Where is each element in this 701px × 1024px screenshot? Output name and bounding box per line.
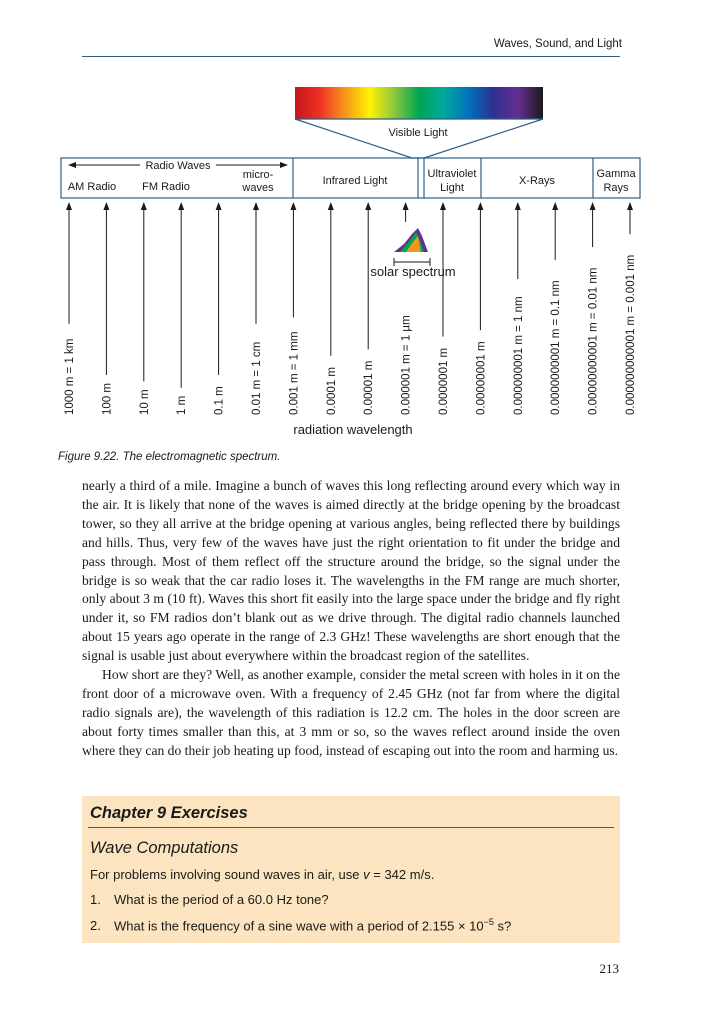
wavelength-arrow-head <box>515 202 521 210</box>
paragraph-2: How short are they? Well, as another example, consider the metal screen with holes in it on the front door of a microwave oven. With a frequency of 2.45 GHz (not far from where the digital radio signals are), the wavelength of this radiation is 12.2 cm. The holes in the door screen are about forty times smaller than this, at 3 mm or so, so the waves reflect around inside the oven where they can do their job heating up food, instead of escaping out into the room and harming us. <box>82 667 620 758</box>
ultraviolet-label-2: Light <box>440 182 464 194</box>
wavelength-label: 0.0000001 m <box>438 347 450 415</box>
wavelength-label: 0.0001 m <box>325 367 338 415</box>
exercise-text-after: s? <box>493 918 512 934</box>
wavelength-label: 1000 m = 1 km <box>64 338 76 415</box>
em-spectrum-figure <box>0 80 701 450</box>
figure-caption: Figure 9.22. The electromagnetic spectrum. <box>58 451 281 463</box>
wavelength-arrow-head <box>178 202 184 210</box>
intro-variable: v <box>363 867 370 882</box>
wavelength-arrow-head <box>103 202 109 210</box>
wavelength-arrow-head <box>590 202 596 210</box>
exercise-text: What is the period of a 60.0 Hz tone? <box>114 892 329 907</box>
infrared-label: Infrared Light <box>322 175 388 187</box>
wavelength-label: 0.01 m = 1 cm <box>251 341 263 415</box>
paragraph-1: nearly a third of a mile. Imagine a bunch of waves this long reflecting around every which way in the air. It is likely that none of the waves is aimed directly at the bridge opening by the broadcast tower, so they all arrive at the bridge opening at various angles, being reflected there by buildings and hills. Thus, very few of the waves have just the right orientation to fit under the bridge and pass through. Most of them reflect off the structure around the bridge, so the signal under the bridge is so weak that the car radio loses it. The wavelengths in the FM range are much shorter, only about 3 m (10 ft). Waves this short fit easily into the large space under the bridge and fly right under it, so FM radios don’t blank out as we drive through. The digital radio channels launched about 15 years ago operate in the range of 2.3 GHz! These wavelengths are short enough that the signal is usable just about everywhere within the broadcast region of the satellites. <box>82 478 620 664</box>
visible-light-label: Visible Light <box>388 127 448 139</box>
xrays-label: X-Rays <box>518 175 556 187</box>
page-number: 213 <box>599 961 619 976</box>
wavelength-label: 10 m <box>138 389 151 415</box>
wavelength-label: 0.1 m <box>213 386 226 415</box>
axis-label: radiation wavelength <box>293 422 413 437</box>
ultraviolet-label-1: Ultraviolet <box>427 168 477 180</box>
wavelength-arrow-head <box>627 202 633 210</box>
wavelength-arrow-head <box>552 202 558 210</box>
running-head: Waves, Sound, and Light <box>493 38 622 50</box>
solar-spectrum-graph <box>394 228 430 266</box>
wavelength-arrow-head <box>403 202 409 210</box>
gamma-label-2: Rays <box>603 182 629 194</box>
wavelength-label: 100 m <box>101 383 114 415</box>
wavelength-arrow-head <box>216 202 222 210</box>
exercise-item-1 <box>90 892 329 907</box>
wavelength-arrow-head <box>477 202 483 210</box>
wavelength-scale <box>64 202 637 415</box>
exercise-item-2 <box>90 917 511 933</box>
visible-spectrum-bar <box>295 87 543 119</box>
wavelength-arrow-head <box>66 202 72 210</box>
exercises-rule <box>88 827 614 828</box>
wavelength-label: 0.0000000001 m = 0.1 nm <box>550 280 563 415</box>
intro-text-before: For problems involving sound waves in air, use <box>90 867 364 882</box>
intro-text-after: = 342 m/s. <box>369 867 435 882</box>
exercise-text: What is the frequency of a sine wave with a period of 2.155 × 10 <box>114 918 484 934</box>
exercises-intro <box>90 867 434 882</box>
wavelength-label: 1 m <box>176 395 189 415</box>
exercises-title: Chapter 9 Exercises <box>90 804 248 822</box>
fm-radio-label: FM Radio <box>142 181 190 193</box>
exercises-subtitle: Wave Computations <box>90 839 239 857</box>
wavelength-label: 0.000001 m = 1 µm <box>400 315 413 415</box>
microwaves-label-2: waves <box>242 182 274 194</box>
microwaves-label-1: micro- <box>242 169 274 181</box>
exercise-number: 1. <box>90 892 101 907</box>
wavelength-label: 0.001 m = 1 mm <box>288 331 301 415</box>
wavelength-label: 0.000000000001 m = 0.001 nm <box>625 254 637 415</box>
body-text <box>82 477 620 761</box>
wavelength-arrow-head <box>253 202 259 210</box>
wavelength-label: 0.00000000001 m = 0.01 nm <box>587 267 600 415</box>
exercise-number: 2. <box>90 918 101 934</box>
wavelength-label: 0.000000001 m = 1 nm <box>512 296 525 415</box>
wavelength-label: 0.00001 m <box>363 360 376 415</box>
gamma-label-1: Gamma <box>596 168 636 180</box>
am-radio-label: AM Radio <box>67 181 117 193</box>
wavelength-arrow-head <box>365 202 371 210</box>
wavelength-arrow-head <box>141 202 147 210</box>
wavelength-arrow-head <box>290 202 296 210</box>
radio-waves-label: Radio Waves <box>145 160 211 172</box>
solar-spectrum-label: solar spectrum <box>370 264 456 279</box>
exercise-box <box>82 796 620 943</box>
wavelength-label: 0.00000001 m <box>475 341 488 415</box>
header-rule <box>82 56 620 57</box>
wavelength-arrow-head <box>328 202 334 210</box>
exercise-exponent: −5 <box>483 917 494 927</box>
wavelength-arrow-head <box>440 202 446 210</box>
